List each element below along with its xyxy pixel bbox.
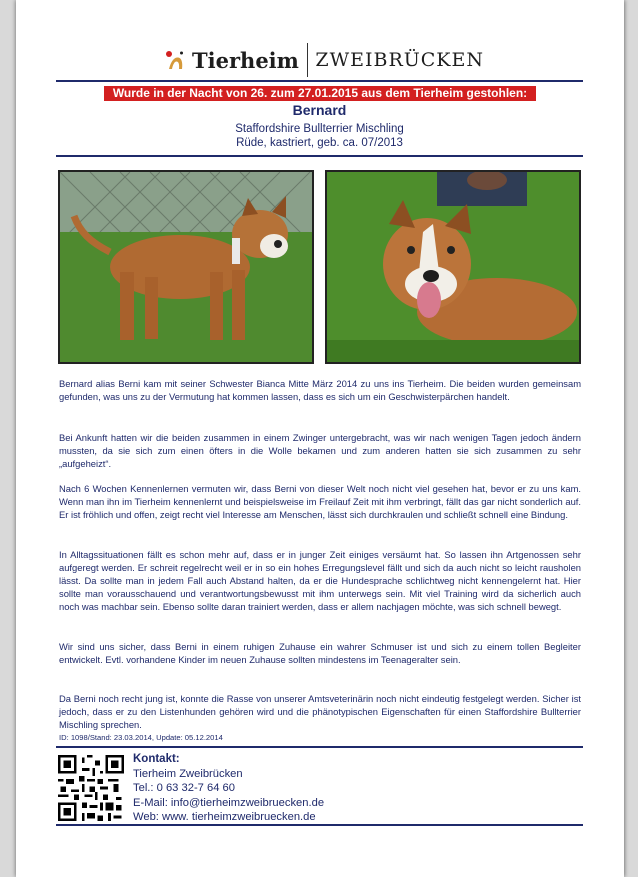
dog-photo-lying	[325, 170, 581, 364]
paragraph-3: Nach 6 Wochen Kennenlernen vermuten wir, dass Berni von dieser Welt noch nicht viel gesehen hat, bevor er zu uns kam. Wenn man ihn im Tierheim kennenlernt und beispielsweise im Freilauf Zeit mit ihm verbringt, fällt das gar nicht sonderlich auf. Er ist fröhlich und offen, zeigt recht viel Interesse am Menschen, lässt sich durchkraulen und schließt schnell eine Bindung.	[59, 483, 581, 520]
header-rule	[56, 155, 583, 157]
logo-primary-text: Tierheim	[192, 47, 299, 73]
contact-rule-bottom	[56, 824, 583, 826]
qr-code-icon[interactable]	[58, 755, 124, 821]
logo-divider	[307, 43, 308, 77]
contact-heading: Kontakt:	[133, 753, 180, 765]
contact-rule-top	[56, 746, 583, 748]
tierheim-logo	[164, 38, 484, 82]
contact-phone[interactable]: Tel.: 0 63 32-7 64 60	[133, 782, 236, 794]
contact-block	[133, 752, 324, 825]
dog-photo-standing	[58, 170, 314, 364]
contact-email-link[interactable]: E-Mail: info@tierheimzweibruecken.de	[133, 796, 325, 809]
top-rule	[56, 80, 583, 82]
stolen-banner: Wurde in der Nacht von 26. zum 27.01.2015 aus dem Tierheim gestohlen:	[104, 86, 536, 101]
paragraph-2: Bei Ankunft hatten wir die beiden zusammen in einem Zwinger untergebracht, was wir nach wenigen Tagen jedoch ändern mussten, da sie sich zum einen öfters in die Wolle bekamen und zum anderen hatten sie sich zusammen zu sehr „aufgeheizt“.	[59, 432, 581, 469]
dog-details: Rüde, kastriert, geb. ca. 07/2013	[236, 137, 403, 149]
contact-org: Tierheim Zweibrücken	[133, 767, 243, 780]
dog-breed: Staffordshire Bullterrier Mischling	[235, 123, 404, 135]
logo-secondary-text: ZWEIBRÜCKEN	[315, 49, 484, 71]
contact-web-link[interactable]: Web: www. tierheimzweibruecken.de	[133, 811, 316, 823]
tierheim-logo-icon	[164, 38, 186, 82]
paragraph-5: Wir sind uns sicher, dass Berni in einem ruhigen Zuhause ein wahrer Schmuser ist und sich zu einem tollen Begleiter entwickelt. Evtl. vorhandene Kinder im neuen Zuhause sollten mindestens im Teenageralter sein.	[59, 641, 581, 665]
paragraph-1: Bernard alias Berni kam mit seiner Schwester Bianca Mitte März 2014 zu uns ins Tierheim. Die beiden wurden gemeinsam gefunden, was uns zu der Vermutung hat kommen lassen, dass es sich um ein Geschwisterpärchen handelt.	[59, 378, 581, 402]
paragraph-6: Da Berni noch recht jung ist, konnte die Rasse von unserer Amtsveterinärin noch nicht eindeutig festgelegt werden. Sicher ist jedoch, dass er zu den Listenhunden gehören wird und die phänotypischen Eigenschaften für einen Staffordshire Bullterrier Mischling sprechen.	[59, 693, 581, 730]
dog-name: Bernard	[292, 102, 347, 118]
flyer-page	[16, 0, 624, 877]
id-stand-meta: ID: 1098/Stand: 23.03.2014, Update: 05.12.2014	[59, 733, 223, 742]
paragraph-4: In Alltagssituationen fällt es schon mehr auf, dass er in junger Zeit einiges versäumt hat. So lassen ihn Artgenossen sehr aufgeregt werden. Er schreit regelrecht weil er in so ein hohes Erregungslevel fällt und sich da auch nicht so leicht rausholen lässt. Da sollte man in jedem Fall auch Abstand halten, da er die Hundesprache schlichtweg nicht kennengelernt hat. Hier sollte man vorausschauend und verantwortungsbewusst mit ihm unterwegs sein. Mit viel Training wird da sicherlich auch noch was machbar sein. Ebenso sollte daran trainiert werden, dass er allem nachjagen möchte, was sich schnell bewegt.	[59, 549, 581, 612]
